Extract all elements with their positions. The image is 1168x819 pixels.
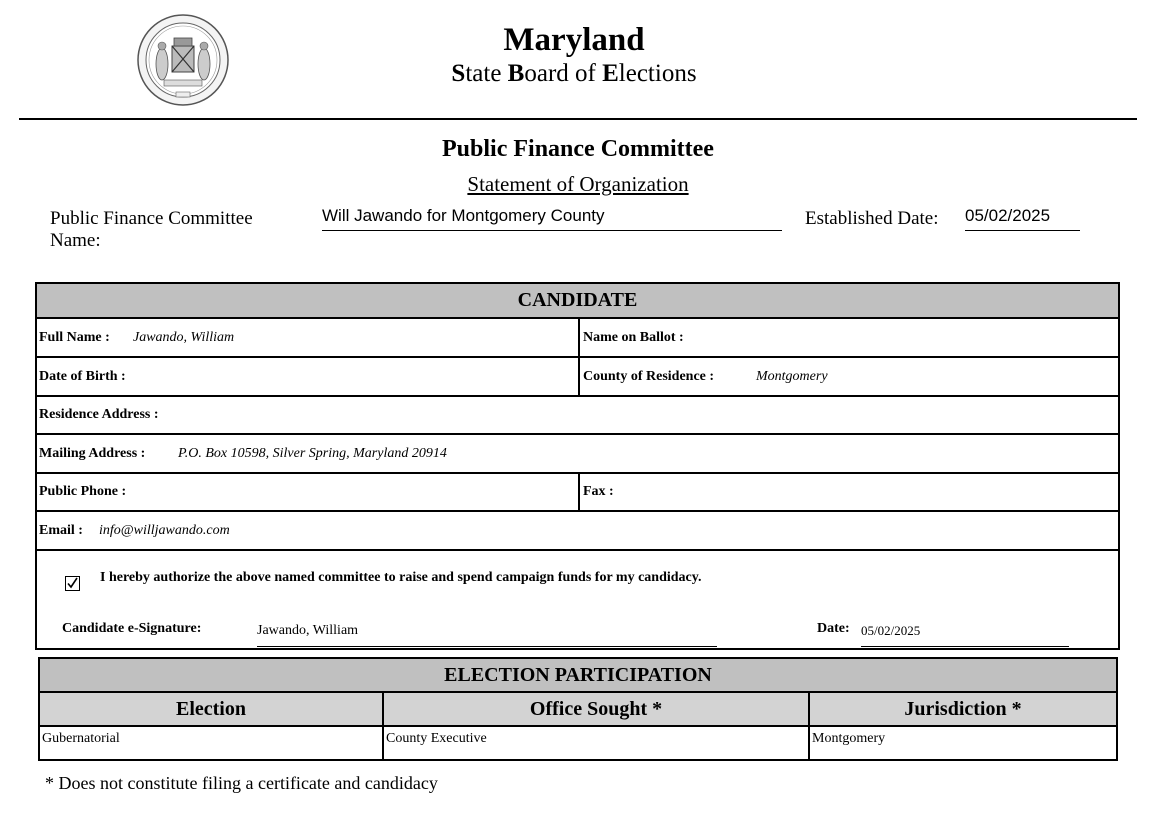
full-name-label: Full Name : — [39, 330, 110, 345]
residence-address-label: Residence Address : — [39, 407, 159, 422]
candidate-section-title: CANDIDATE — [37, 284, 1118, 319]
email-value: info@willjawando.com — [99, 523, 230, 538]
email-label: Email : — [39, 523, 83, 538]
row-divider — [37, 549, 1120, 551]
column-header-office: Office Sought * — [384, 693, 808, 727]
state-title: Maryland — [503, 22, 645, 58]
board-title: State Board of Elections — [451, 60, 697, 87]
name-on-ballot-label: Name on Ballot : — [583, 330, 684, 345]
committee-name-label: Public Finance Committee Name: — [50, 208, 253, 251]
signature-field: Jawando, William — [257, 621, 717, 647]
checkbox-checked-icon — [65, 576, 80, 591]
column-header-jurisdiction: Jurisdiction * — [810, 693, 1116, 727]
committee-name-field: Will Jawando for Montgomery County — [322, 205, 782, 231]
full-name-value: Jawando, William — [133, 330, 235, 345]
column-divider — [808, 693, 810, 759]
form-title: Public Finance Committee — [442, 136, 714, 162]
established-date-label: Established Date: — [805, 208, 939, 229]
mailing-address-value: P.O. Box 10598, Silver Spring, Maryland 20914 — [178, 446, 447, 461]
column-divider — [382, 693, 384, 759]
footnote: * Does not constitute filing a certificate and candidacy — [45, 773, 438, 793]
column-divider — [578, 472, 580, 511]
header-divider — [19, 118, 1137, 120]
table-cell-jurisdiction: Montgomery — [812, 731, 886, 746]
authorization-checkbox[interactable] — [65, 576, 80, 591]
table-cell-office: County Executive — [386, 731, 487, 746]
county-label: County of Residence : — [583, 369, 715, 384]
election-participation-title: ELECTION PARTICIPATION — [40, 659, 1116, 693]
row-divider — [37, 433, 1120, 435]
signature-date-field: 05/02/2025 — [861, 621, 1069, 647]
county-value: Montgomery — [756, 369, 828, 384]
column-header-election: Election — [40, 693, 382, 727]
authorization-text: I hereby authorize the above named committee to raise and spend campaign funds for my candidacy. — [100, 570, 702, 585]
public-phone-label: Public Phone : — [39, 484, 127, 499]
table-cell-election: Gubernatorial — [42, 731, 120, 746]
established-date-field: 05/02/2025 — [965, 205, 1080, 231]
signature-date-label: Date: — [817, 621, 850, 636]
dob-label: Date of Birth : — [39, 369, 126, 384]
mailing-address-label: Mailing Address : — [39, 446, 146, 461]
signature-label: Candidate e-Signature: — [62, 621, 202, 636]
column-divider — [578, 319, 580, 396]
fax-label: Fax : — [583, 484, 614, 499]
form-subtitle: Statement of Organization — [467, 172, 689, 196]
